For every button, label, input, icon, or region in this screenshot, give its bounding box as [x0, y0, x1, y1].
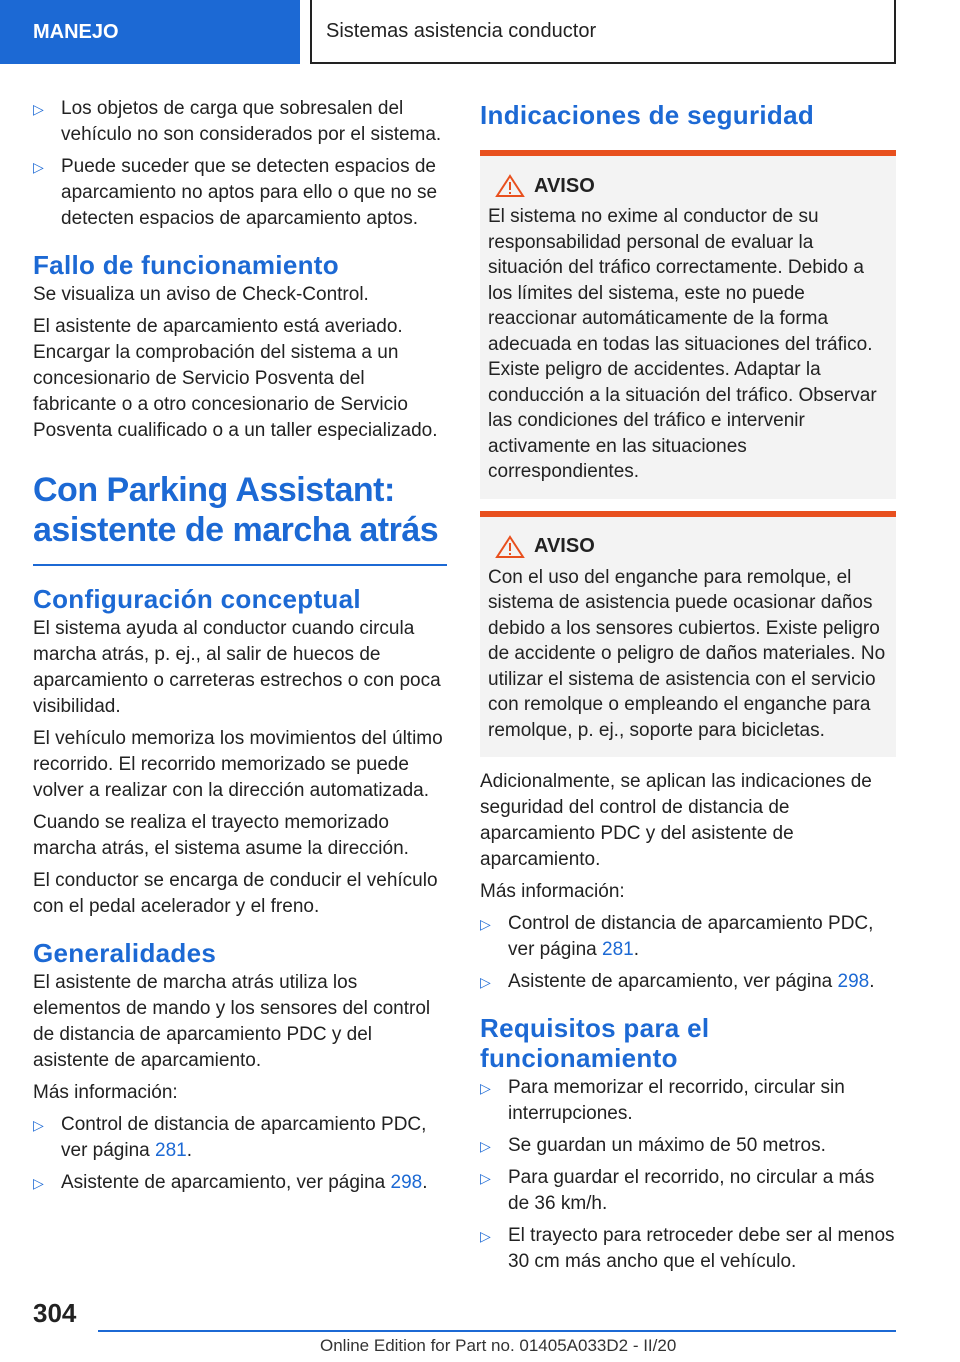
warning-text: Con el uso del enganche para remolque, el sistema de asistencia puede ocasionar daños debido a los sensores cubiertos. Existe peligro de accidente o peligro de daños materiales. No utilizar el sistema de asistencia con el servicio con remolque o empleando el enganche para remolque, p. ej., soporte para bicicletas.	[488, 566, 886, 741]
triangle-bullet-icon: ▷	[33, 101, 44, 117]
paragraph: Más información:	[480, 881, 625, 902]
footer-edition: Online Edition for Part no. 01405A033D2 - II/20	[320, 1336, 677, 1355]
left-column	[33, 96, 447, 1202]
warning-header	[488, 535, 888, 559]
heading-fallo: Fallo de funcionamiento	[33, 250, 339, 280]
list-item	[480, 1133, 896, 1159]
footer-divider	[98, 1330, 896, 1332]
list-item	[480, 1075, 896, 1127]
heading-config: Configuración conceptual	[33, 584, 361, 614]
warning-header	[488, 174, 888, 198]
page-link-298[interactable]: 298	[837, 971, 870, 992]
triangle-bullet-icon: ▷	[480, 916, 491, 932]
heading-generalidades: Generalidades	[33, 938, 217, 968]
list-item	[33, 1170, 447, 1196]
warning-text: El sistema no exime al conductor de su responsabilidad personal de evaluar la situación del tráfico correctamente. Debido a los límites del sistema, este no puede reaccionar automáticamente de la forma adecuada en todas las situaciones del tráfico. Existe peligro de accidentes. Adaptar la conducción a la situación del tráfico. Observar las condiciones del tráfico e intervenir activamente en las situaciones correspondientes.	[488, 206, 877, 482]
bullet-text: Asistente de aparcamiento, ver página 298.	[508, 971, 875, 992]
paragraph: Se visualiza un aviso de Check-Control.	[33, 284, 369, 305]
triangle-bullet-icon: ▷	[33, 1117, 44, 1133]
paragraph: El sistema ayuda al conductor cuando circula marcha atrás, p. ej., al salir de huecos de aparcamiento o carreteras estrechos o con poca visibilidad.	[33, 618, 441, 717]
list-item	[33, 96, 447, 148]
warning-label: AVISO	[534, 535, 595, 557]
bullet-text: Los objetos de carga que sobresalen del vehículo no son considerados por el sistema.	[61, 98, 442, 145]
warning-box	[480, 150, 896, 499]
triangle-bullet-icon: ▷	[480, 974, 491, 990]
warning-box	[480, 511, 896, 758]
bullet-text: Se guardan un máximo de 50 metros.	[508, 1135, 826, 1156]
heading-requisitos: Requisitos para el funcionamiento	[480, 1013, 710, 1073]
heading-seguridad: Indicaciones de seguridad	[480, 100, 815, 130]
bullet-text: Asistente de aparcamiento, ver página 298.	[61, 1172, 428, 1193]
right-column	[480, 96, 896, 1281]
bullet-text: El trayecto para retroceder debe ser al menos 30 cm más ancho que el vehículo.	[508, 1225, 895, 1272]
bullet-text: Puede suceder que se detecten espacios de aparcamiento no aptos para ello o que no se detecten espacios de aparcamiento aptos.	[61, 156, 438, 229]
paragraph: El vehículo memoriza los movimientos del último recorrido. El recorrido memorizado se puede volver a realizar con la dirección automatizada.	[33, 728, 443, 801]
triangle-bullet-icon: ▷	[33, 1175, 44, 1191]
paragraph: El asistente de aparcamiento está averiado. Encargar la comprobación del sistema a un concesionario de Servicio Posventa del fabricante o a otro concesionario de Servicio Posventa cualificado o a un taller especializado.	[33, 316, 438, 441]
paragraph: Adicionalmente, se aplican las indicaciones de seguridad del control de distancia de aparcamiento PDC y del asistente de aparcamiento.	[480, 771, 872, 870]
triangle-bullet-icon: ▷	[33, 159, 44, 175]
warning-label: AVISO	[534, 174, 595, 197]
bullet-text: Control de distancia de aparcamiento PDC, ver página 281.	[61, 1114, 427, 1161]
paragraph: Más información:	[33, 1082, 178, 1103]
section-label: MANEJO	[33, 20, 119, 43]
warning-triangle-icon	[494, 174, 526, 198]
list-item	[33, 1112, 447, 1164]
warning-triangle-icon	[494, 535, 526, 559]
page-link-281[interactable]: 281	[155, 1140, 187, 1161]
paragraph: El asistente de marcha atrás utiliza los elementos de mando y los sensores del control de distancia de aparcamiento PDC y del asistente de aparcamiento.	[33, 972, 431, 1071]
list-item	[33, 154, 447, 232]
triangle-bullet-icon: ▷	[480, 1138, 491, 1154]
page-number: 304	[33, 1298, 77, 1328]
page-link-281[interactable]: 281	[602, 939, 634, 960]
bullet-text: Para memorizar el recorrido, circular sin interrupciones.	[508, 1077, 845, 1124]
triangle-bullet-icon: ▷	[480, 1228, 491, 1244]
list-item	[480, 911, 896, 963]
page-link-298[interactable]: 298	[390, 1172, 423, 1193]
triangle-bullet-icon: ▷	[480, 1170, 491, 1186]
paragraph: El conductor se encarga de conducir el vehículo con el pedal acelerador y el freno.	[33, 870, 438, 917]
paragraph: Cuando se realiza el trayecto memorizado marcha atrás, el sistema asume la dirección.	[33, 812, 409, 859]
list-item	[480, 1165, 896, 1217]
bullet-text: Control de distancia de aparcamiento PDC, ver página 281.	[508, 913, 874, 960]
header-chapter-title	[310, 0, 896, 64]
list-item	[480, 969, 896, 995]
list-item	[480, 1223, 896, 1275]
triangle-bullet-icon: ▷	[480, 1080, 491, 1096]
chapter-label: Sistemas asistencia conductor	[326, 19, 597, 42]
chapter-heading: Con Parking Assistant: asistente de marcha atrás	[33, 470, 447, 566]
bullet-text: Para guardar el recorrido, no circular a más de 36 km/h.	[508, 1167, 875, 1214]
header-section-tab	[0, 0, 300, 64]
